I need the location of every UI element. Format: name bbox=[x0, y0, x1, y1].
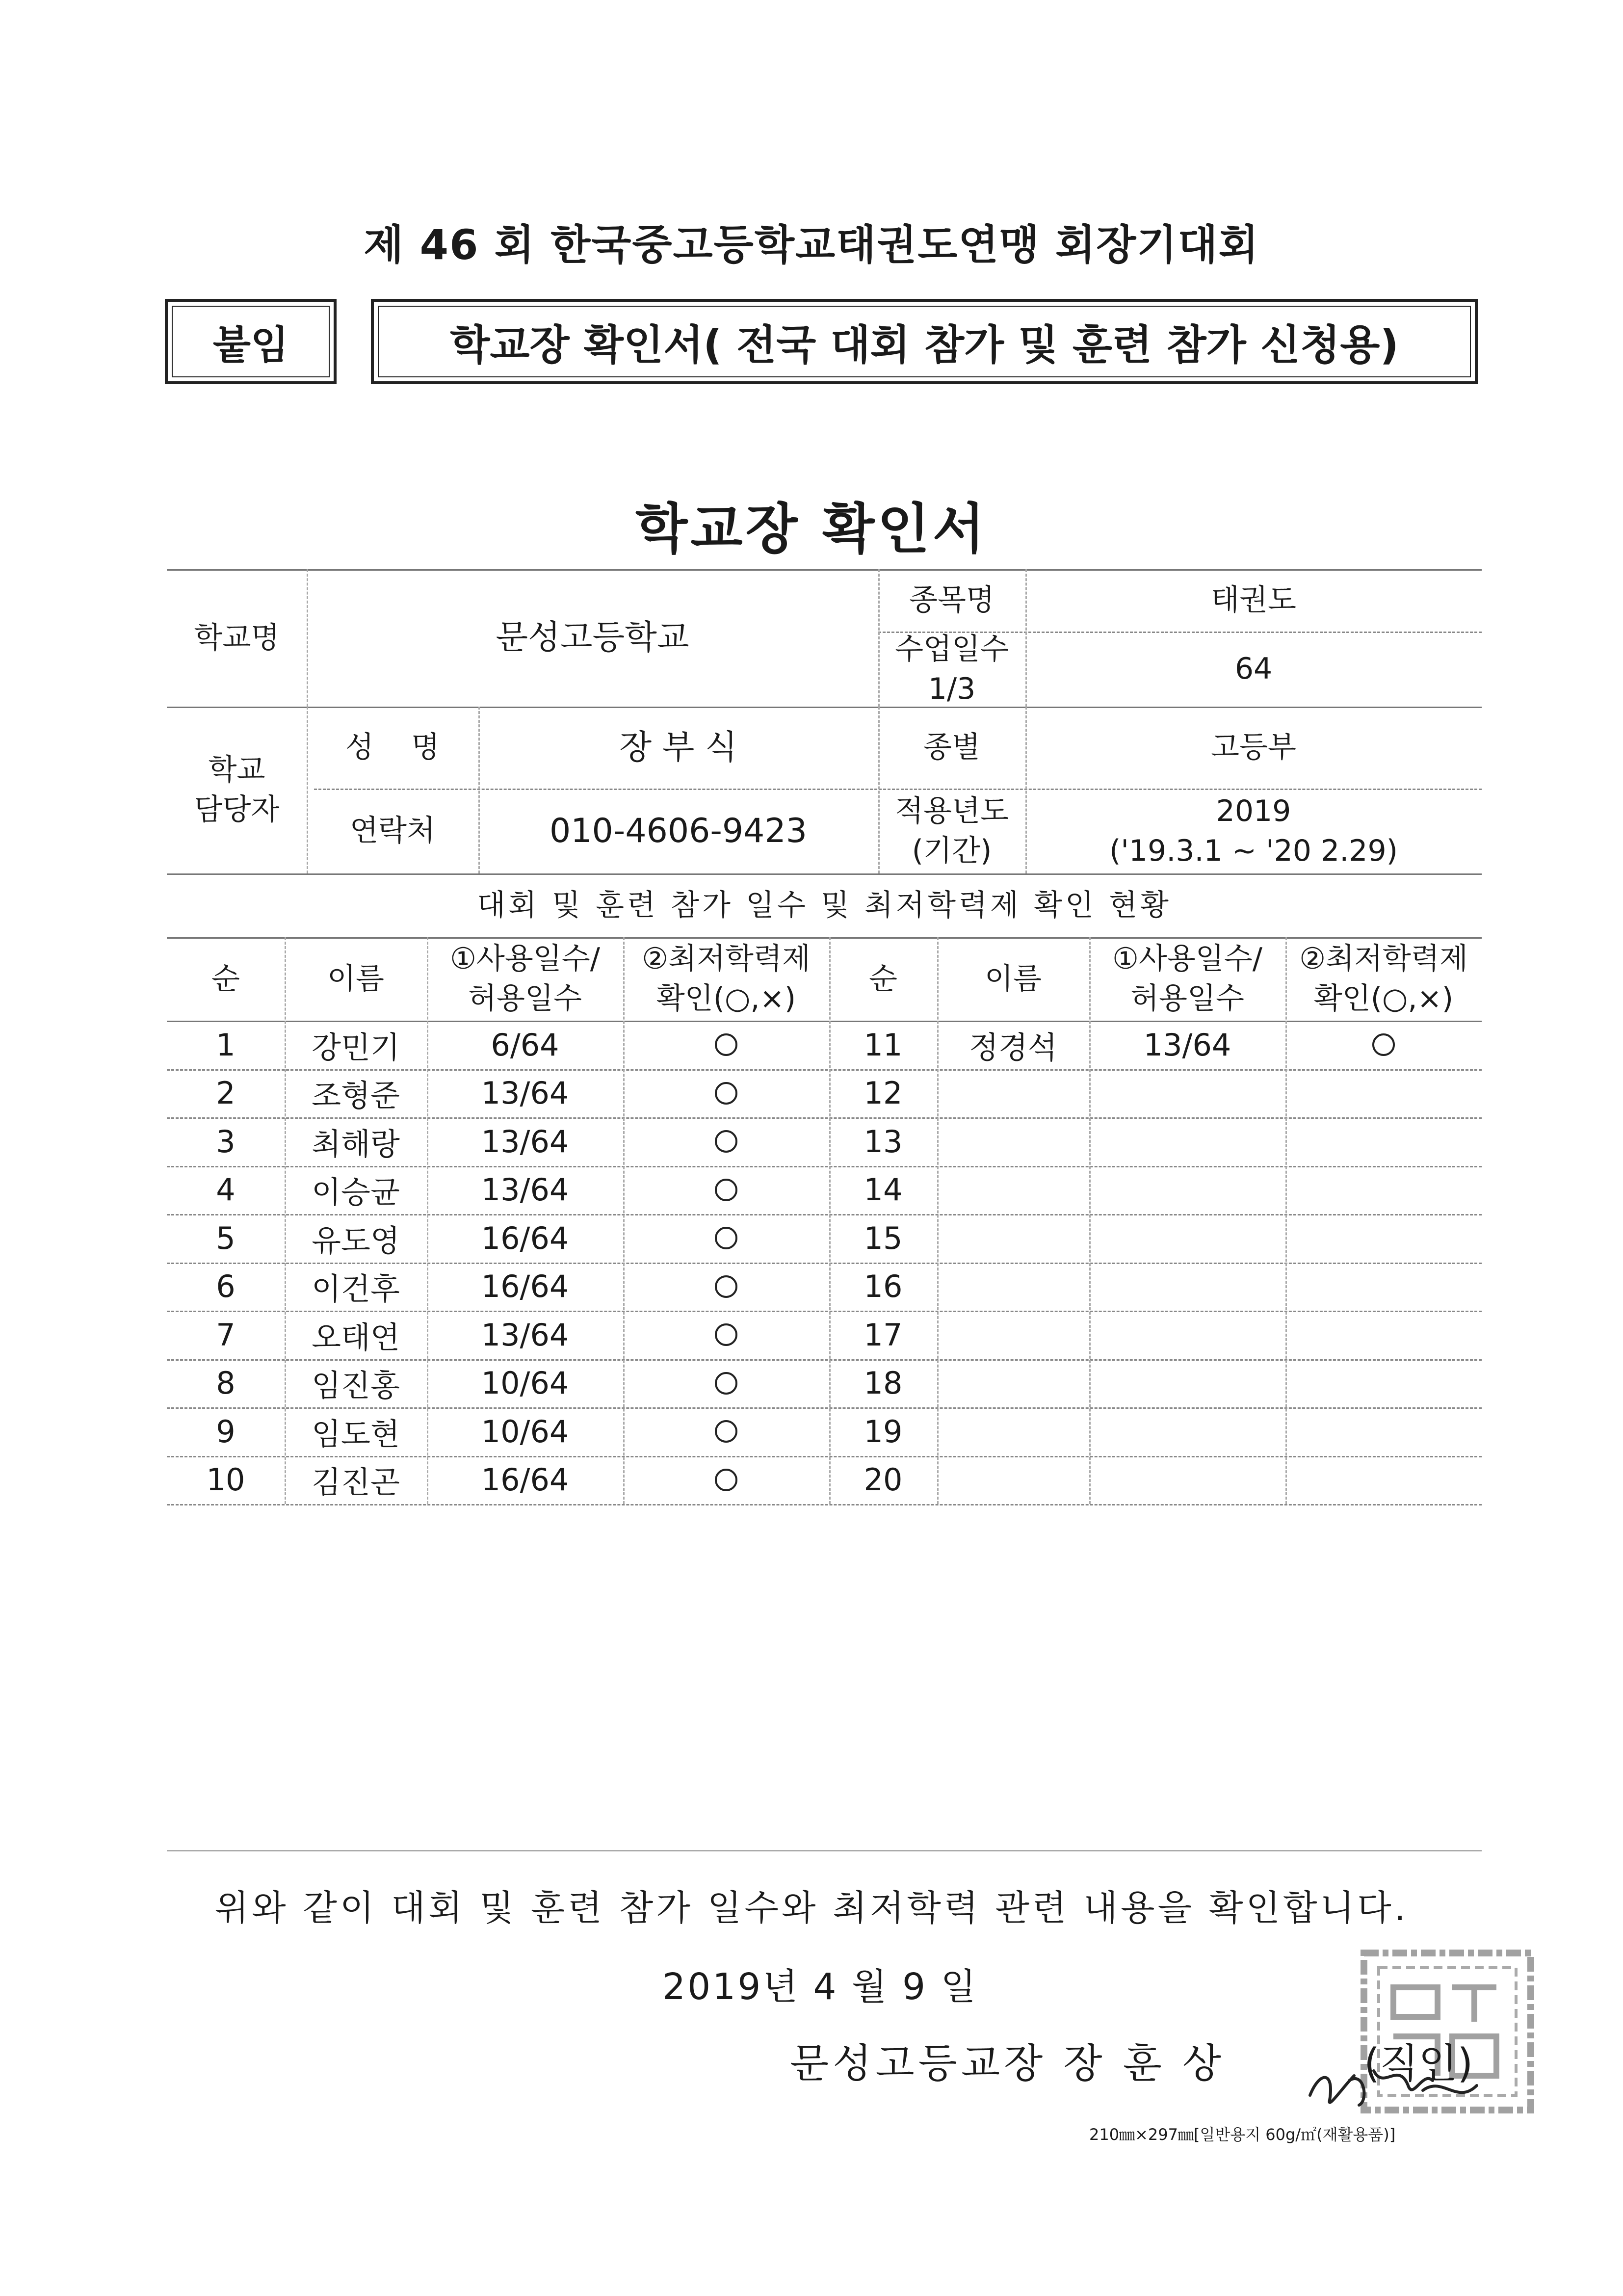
right-days-cell bbox=[1089, 1311, 1285, 1359]
name-label: 성 명 bbox=[345, 730, 440, 765]
left-name-cell: 이승균 bbox=[312, 1174, 400, 1210]
check-circle-mark bbox=[715, 1420, 737, 1443]
right-no-cell: 13 bbox=[864, 1123, 903, 1160]
check-circle-mark bbox=[715, 1469, 737, 1491]
left-no-cell: 1 bbox=[216, 1027, 236, 1063]
left-name-cell: 강민기 bbox=[312, 1029, 400, 1065]
right-no-cell: 16 bbox=[864, 1268, 903, 1304]
right-no-cell: 15 bbox=[864, 1220, 903, 1256]
left-no-cell: 5 bbox=[216, 1220, 236, 1256]
header-check-left: ②최저학력제 확인(○,×) bbox=[642, 942, 811, 1016]
division-value: 고등부 bbox=[1211, 730, 1296, 765]
left-check-cell bbox=[623, 1166, 829, 1214]
subject-box bbox=[371, 299, 1478, 384]
right-check-cell bbox=[1285, 1069, 1482, 1117]
manager-name: 장 부 식 bbox=[619, 728, 737, 767]
header-name-left: 이름 bbox=[327, 961, 384, 996]
check-circle-mark bbox=[1372, 1033, 1395, 1056]
right-days-cell bbox=[1089, 1359, 1285, 1407]
left-days-cell: 16/64 bbox=[481, 1220, 569, 1256]
classdays-label: 수업일수 1/3 bbox=[895, 632, 1009, 706]
left-name-cell: 임도현 bbox=[312, 1416, 400, 1452]
right-name-cell bbox=[937, 1407, 1089, 1455]
attachment-label-box bbox=[165, 299, 337, 384]
check-circle-mark bbox=[715, 1372, 737, 1395]
left-name-cell: 유도영 bbox=[312, 1222, 400, 1259]
sport-value: 태권도 bbox=[1211, 583, 1296, 617]
right-days-cell bbox=[1089, 1069, 1285, 1117]
left-no-cell: 4 bbox=[216, 1172, 236, 1208]
issue-date: 2019년 4 월 9 일 bbox=[662, 1966, 978, 2008]
section-title: 대회 및 훈련 참가 일수 및 최저학력제 확인 현황 bbox=[477, 888, 1172, 923]
year-value: 2019 ('19.3.1 ~ '20 2.29) bbox=[1109, 793, 1398, 868]
right-no-cell: 11 bbox=[864, 1027, 903, 1063]
header-name-right: 이름 bbox=[985, 961, 1042, 996]
left-check-cell bbox=[623, 1359, 829, 1407]
left-no-cell: 6 bbox=[216, 1268, 236, 1304]
contact-label: 연락처 bbox=[350, 814, 435, 848]
paper-spec-note: 210㎜×297㎜[일반용지 60g/㎡(재활용품)] bbox=[1089, 2125, 1396, 2144]
left-check-cell bbox=[623, 1311, 829, 1359]
school-name: 문성고등학교 bbox=[496, 618, 689, 658]
left-check-cell bbox=[623, 1263, 829, 1311]
right-days-cell: 13/64 bbox=[1143, 1027, 1231, 1063]
check-circle-mark bbox=[715, 1033, 737, 1056]
right-days-cell bbox=[1089, 1263, 1285, 1311]
right-name-cell bbox=[937, 1069, 1089, 1117]
right-check-cell bbox=[1285, 1263, 1482, 1311]
right-check-cell bbox=[1285, 1117, 1482, 1165]
right-days-cell bbox=[1089, 1117, 1285, 1165]
sport-label: 종목명 bbox=[909, 583, 995, 617]
right-name-cell: 정경석 bbox=[969, 1029, 1057, 1065]
left-name-cell: 오태연 bbox=[312, 1319, 400, 1355]
check-circle-mark bbox=[715, 1179, 737, 1201]
header-no-right: 순 bbox=[869, 961, 897, 996]
left-name-cell: 이건후 bbox=[312, 1271, 400, 1307]
left-days-cell: 10/64 bbox=[481, 1365, 569, 1401]
right-days-cell bbox=[1089, 1166, 1285, 1214]
attachment-label: 붙임 bbox=[212, 322, 289, 368]
left-no-cell: 10 bbox=[206, 1462, 245, 1498]
check-circle-mark bbox=[715, 1227, 737, 1249]
check-circle-mark bbox=[715, 1082, 737, 1105]
left-days-cell: 13/64 bbox=[481, 1123, 569, 1160]
year-label: 적용년도 (기간) bbox=[895, 793, 1009, 868]
left-days-cell: 13/64 bbox=[481, 1075, 569, 1111]
right-no-cell: 17 bbox=[864, 1317, 903, 1353]
left-check-cell bbox=[623, 1021, 829, 1069]
check-circle-mark bbox=[715, 1275, 737, 1298]
left-no-cell: 2 bbox=[216, 1075, 236, 1111]
right-check-cell bbox=[1285, 1407, 1482, 1455]
handwritten-signature bbox=[1300, 2041, 1487, 2120]
right-check-cell bbox=[1285, 1456, 1482, 1504]
check-circle-mark bbox=[715, 1130, 737, 1153]
header-days-right: ①사용일수/ 허용일수 bbox=[1112, 942, 1262, 1016]
left-check-cell bbox=[623, 1117, 829, 1165]
left-name-cell: 최해랑 bbox=[312, 1126, 400, 1162]
left-name-cell: 조형준 bbox=[312, 1078, 400, 1113]
header-check-right: ②최저학력제 확인(○,×) bbox=[1299, 942, 1468, 1016]
contact-value: 010-4606-9423 bbox=[550, 811, 807, 850]
right-check-cell bbox=[1285, 1214, 1482, 1262]
right-check-cell bbox=[1285, 1359, 1482, 1407]
subject-text: 학교장 확인서( 전국 대회 참가 및 훈련 참가 신청용) bbox=[450, 320, 1399, 369]
right-name-cell bbox=[937, 1263, 1089, 1311]
classdays-value: 64 bbox=[1234, 652, 1273, 686]
right-no-cell: 12 bbox=[864, 1075, 903, 1111]
right-days-cell bbox=[1089, 1456, 1285, 1504]
school-label: 학교명 bbox=[194, 620, 280, 655]
left-no-cell: 8 bbox=[216, 1365, 236, 1401]
check-circle-mark bbox=[715, 1323, 737, 1346]
left-name-cell: 임진홍 bbox=[312, 1368, 400, 1403]
seal-label: (직인) bbox=[1364, 2040, 1473, 2087]
right-no-cell: 14 bbox=[864, 1172, 903, 1208]
left-check-cell bbox=[623, 1214, 829, 1262]
right-name-cell bbox=[937, 1311, 1089, 1359]
left-days-cell: 16/64 bbox=[481, 1462, 569, 1498]
header-no-left: 순 bbox=[211, 961, 240, 996]
right-name-cell bbox=[937, 1117, 1089, 1165]
confirmation-statement: 위와 같이 대회 및 훈련 참가 일수와 최저학력 관련 내용을 확인합니다. bbox=[214, 1887, 1409, 1928]
right-no-cell: 20 bbox=[864, 1462, 903, 1498]
left-no-cell: 3 bbox=[216, 1123, 236, 1160]
right-check-cell bbox=[1285, 1311, 1482, 1359]
right-check-cell bbox=[1285, 1021, 1482, 1069]
division-label: 종별 bbox=[923, 730, 980, 765]
header-days-left: ①사용일수/ 허용일수 bbox=[450, 942, 600, 1016]
left-days-cell: 6/64 bbox=[491, 1027, 559, 1063]
left-check-cell bbox=[623, 1069, 829, 1117]
manager-label: 학교 담당자 bbox=[194, 753, 280, 827]
left-name-cell: 김진곤 bbox=[312, 1464, 400, 1500]
right-name-cell bbox=[937, 1456, 1089, 1504]
principal-name: 문성고등교장 장 훈 상 bbox=[790, 2040, 1226, 2087]
left-days-cell: 10/64 bbox=[481, 1413, 569, 1450]
right-name-cell bbox=[937, 1214, 1089, 1262]
left-no-cell: 7 bbox=[216, 1317, 236, 1353]
left-days-cell: 16/64 bbox=[481, 1268, 569, 1304]
document-title: 제 46 회 한국중고등학교태권도연맹 회장기대회 bbox=[364, 221, 1259, 269]
right-days-cell bbox=[1089, 1407, 1285, 1455]
left-check-cell bbox=[623, 1407, 829, 1455]
left-days-cell: 13/64 bbox=[481, 1317, 569, 1353]
form-title: 학교장 확인서 bbox=[635, 498, 988, 560]
right-check-cell bbox=[1285, 1166, 1482, 1214]
left-no-cell: 9 bbox=[216, 1413, 236, 1450]
right-days-cell bbox=[1089, 1214, 1285, 1262]
right-name-cell bbox=[937, 1166, 1089, 1214]
right-name-cell bbox=[937, 1359, 1089, 1407]
right-no-cell: 18 bbox=[864, 1365, 903, 1401]
right-no-cell: 19 bbox=[864, 1413, 903, 1450]
left-check-cell bbox=[623, 1456, 829, 1504]
left-days-cell: 13/64 bbox=[481, 1172, 569, 1208]
